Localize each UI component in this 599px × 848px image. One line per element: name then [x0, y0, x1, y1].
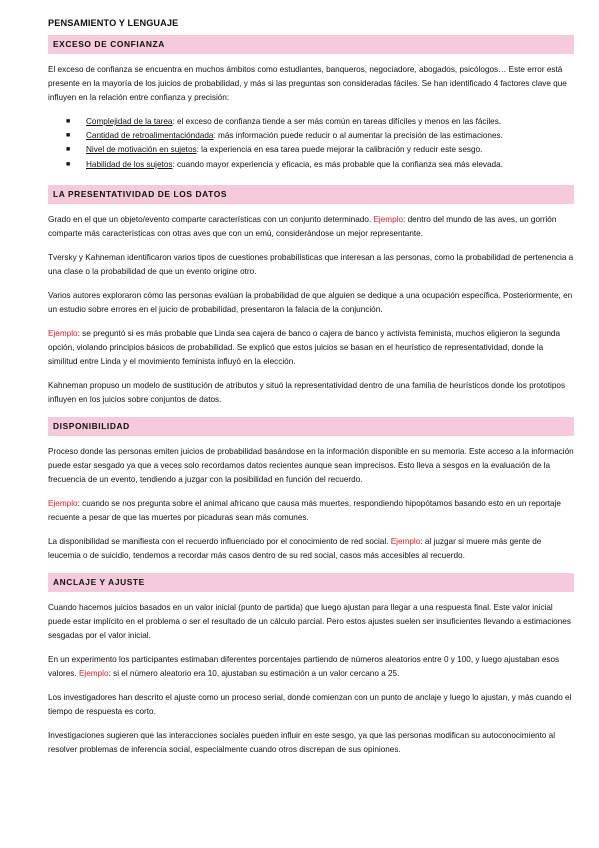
paragraph: Ejemplo: se preguntó si es más probable que Linda sea cajera de banco o cajera de banco y activista feminista, muchos eligieron la segunda opción, violando principios básicos de probabilidad. Se explicó que estos juicios se basan en el heurístico de representatividad, donde la similitud entre Linda y el movimiento feminista influyó en la elección.: [48, 328, 561, 366]
document-page: [48, 18, 574, 767]
list-item-text: : más información puede reducir o al aumentar la precisión de las estimaciones.: [213, 131, 503, 141]
paragraph: Varios autores exploraron cómo las personas evalúan la probabilidad de que alguien se dedique a una ocupación específica. Posteriormente, en un estudio sobre errores en el juicio de probabilidad, presentaron la falacia de la conjunción.: [48, 290, 573, 314]
paragraph: La disponibilidad se manifiesta con el recuerdo influenciado por el conocimiento de red social. Ejemplo: al juzgar si muere más gente de leucemia o de suicidio, tendemos a recordar más casos dentro de su red social, casos más accesibles al recuerdo.: [48, 536, 542, 560]
section-heading: EXCESO DE CONFIANZA: [48, 35, 574, 54]
paragraph: Tversky y Kahneman identificaron varios tipos de cuestiones probabilísticas que interesan a las personas, como la probabilidad de pertenencia a una clase o la probabilidad de que un evento origine otro.: [48, 252, 574, 276]
section-exceso-confianza: [48, 35, 574, 172]
document-title: PENSAMIENTO Y LENGUAJE: [48, 18, 179, 28]
section-heading: ANCLAJE Y AJUSTE: [48, 573, 574, 592]
paragraph: El exceso de confianza se encuentra en muchos ámbitos como estudiantes, banqueros, negociadore, abogados, psicólogos… Este error está presente en la mayoría de los juicios de probabilidad, y más si las preguntas son consideradas fáciles. Se han identificado 4 factores clave que influyen en la relación entre confianza y precisión:: [48, 65, 567, 102]
bullet-icon: ■: [66, 132, 71, 140]
paragraph: Proceso donde las personas emiten juicios de probabilidad basándose en la información disponible en su memoria. Este acceso a la información puede estar sesgado ya que a veces solo recordamos datos recientes aunque sean imprecisos. Esto lleva a sesgos en la evaluación de la frecuencia de un evento, tendiendo a juzgar con la posibilidad en función del recuerdo.: [48, 446, 574, 484]
example-label: Ejemplo: [48, 328, 78, 338]
paragraph: Grado en el que un objeto/evento comparte características con un conjunto determinado. Ejemplo: dentro del mundo de las aves, un gorrión comparte más características con otras aves que con un emú, considerándose un mejor representante.: [48, 214, 557, 238]
list-item: [66, 158, 574, 172]
section-representatividad: [48, 185, 574, 407]
example-label: Ejemplo: [48, 498, 78, 508]
list-item-term: Cantidad de retroalimentacióndada: [86, 131, 214, 141]
example-label: Ejemplo: [78, 668, 109, 678]
section-disponibilidad: [48, 417, 574, 563]
list-item-text: : cuando mayor experiencia y eficacia, es más probable que la confianza sea más elevada.: [172, 159, 503, 169]
paragraph: Kahneman propuso un modelo de sustitución de atributos y situó la representatividad dentro de una familia de heurísticos donde los prototipos influyen en los juicios sobre conjuntos de datos.: [48, 380, 566, 404]
paragraph: Los investigadores han descrito el ajuste como un proceso serial, donde comienzan con un punto de anclaje y luego lo ajustan, y más cuando el tiempo de respuesta es corto.: [48, 692, 572, 716]
bullet-icon: ■: [66, 118, 71, 125]
example-label: Ejemplo: [390, 536, 421, 546]
section-heading: LA PRESENTATIVIDAD DE LOS DATOS: [48, 185, 574, 204]
bullet-icon: ■: [66, 160, 71, 168]
list-item: [66, 143, 574, 157]
list-item-text: : el exceso de confianza tiende a ser más común en tareas difíciles y menos en las fáciles.: [172, 117, 502, 126]
list-item-term: Nivel de motivación en sujetos: [86, 145, 197, 155]
paragraph: Investigaciones sugieren que las interacciones sociales pueden influir en este sesgo, ya que las personas modifican su autoconocimiento al resolver problemas de inferencia social, especialmente cuando otros discrepan de sus opiniones.: [48, 730, 556, 754]
section-heading: DISPONIBILIDAD: [48, 417, 574, 436]
list-item-text: : la experiencia en esa tarea puede mejorar la calibración y reducir este sesgo.: [196, 145, 483, 155]
list-item: [66, 115, 574, 129]
list-item-term: Habilidad de los sujetos: [86, 159, 173, 169]
factor-list: [48, 115, 574, 172]
list-item-term: Complejidad de la tarea: [86, 117, 173, 126]
bullet-icon: ■: [66, 146, 71, 154]
paragraph: Cuando hacemos juicios basados en un valor inicial (punto de partida) que luego ajustan para llegar a una respuesta final. Este valor inicial puede estar implícito en el problema o ser el resultado de un cálculo parcial. Pero estos ajustes suelen ser insuficientes llevando a estimaciones sesgadas por el valor inicial.: [48, 602, 571, 640]
paragraph: Ejemplo: cuando se nos pregunta sobre el animal africano que causa más muertes, respondiendo hipopótamos basando esto en un reportaje recuente a pesar de que las muertes por picaduras sean más comunes.: [48, 498, 561, 522]
example-label: Ejemplo: [373, 214, 404, 224]
paragraph: En un experimento los participantes estimaban diferentes porcentajes partiendo de números aleatorios entre 0 y 100, y luego ajustaban esos valores. Ejemplo: si el número aleatorio era 10, ajustaban su estimación a un valor cercano a 25.: [48, 654, 560, 678]
section-anclaje-ajuste: [48, 573, 574, 757]
list-item: [66, 129, 574, 143]
